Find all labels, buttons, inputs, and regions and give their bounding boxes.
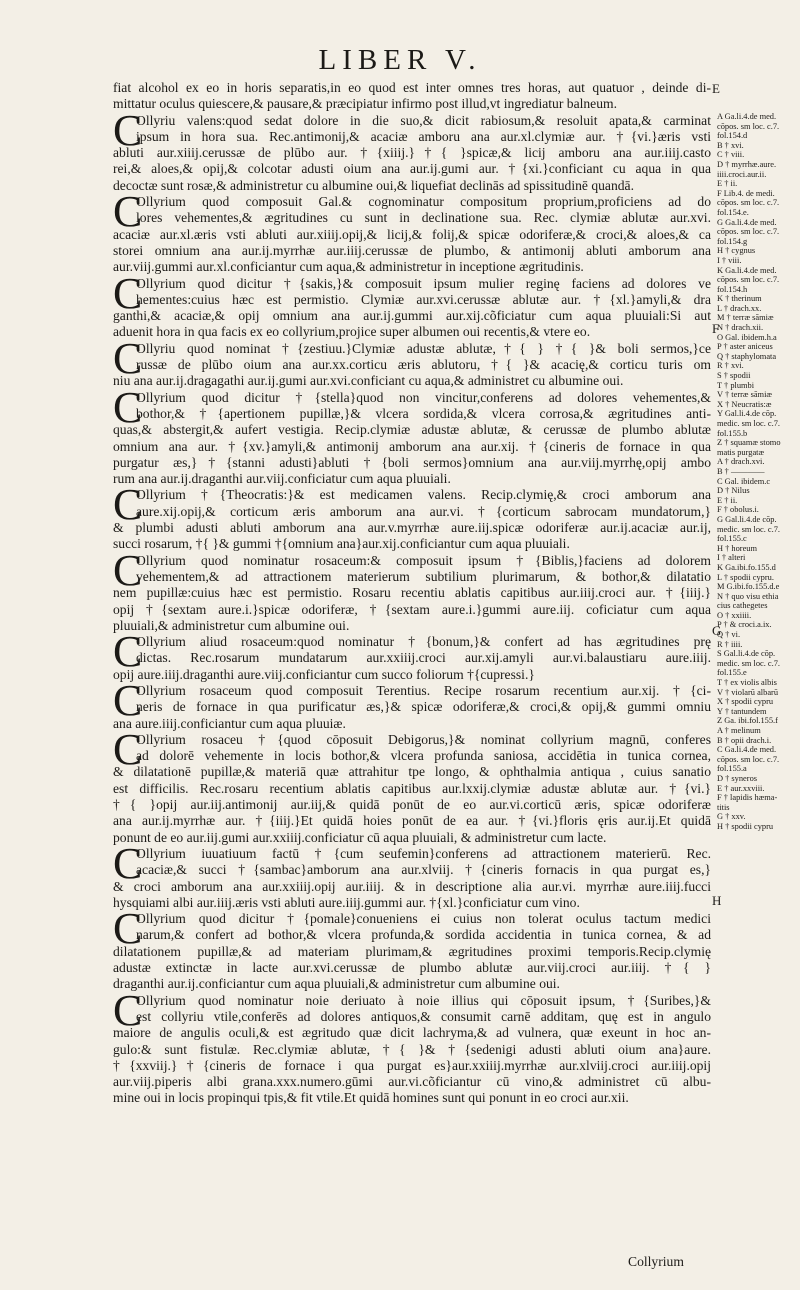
text-line: niu ana aur.ij.dragagathi aur.ij.gumi aur.xvi.conficiant cu aqua,& administret cu albumine oui. xyxy=(113,373,624,389)
margin-note: R † xvi. xyxy=(717,361,744,371)
text-line: purgatur æs,}†{stanni adusti}abluti †{boli sermos}omnium ana aur.viij.myrrhę,opij ambo xyxy=(113,454,711,470)
drop-cap-initial: C xyxy=(113,268,143,318)
margin-note: A † melinum xyxy=(717,726,761,735)
margin-note: X † spodii cypru xyxy=(717,697,774,707)
paragraph xyxy=(113,724,711,846)
paragraph xyxy=(113,268,711,341)
margin-note: N † quo visu ethia xyxy=(717,591,779,601)
margin-note: O † xxiiii. xyxy=(717,610,752,620)
text-line: aur.viij.gummi aur.xl.conficiantur cum aqua,& administretur in inceptione ægritudinis. xyxy=(113,259,584,275)
drop-cap-initial: C xyxy=(113,382,143,432)
text-line: bothor,& †{apertionem pupillæ,}& vlcera sordida,& vlcera corrosa,& ægritudines anti- xyxy=(136,405,711,421)
text-line: hysquiami albi aur.iiij.æris vsti abluti aure.iiij.gummi aur. †{xl.}conficiatur cum vino. xyxy=(113,894,580,910)
margin-note: C † viii. xyxy=(717,150,745,160)
text-line: decoctæ sunt rosæ,& administretur cu albumine oui,& liquefiat declinās ad spissitudinē quandā. xyxy=(113,177,634,193)
text-line: hementes:cuius hæc est permistio. Clymiæ aur.xvi.cerussæ ablutæ aur. †{xl.}amyli,& dra xyxy=(136,291,711,307)
text-line: neris de fornace in qua purificatur æs,}& spicæ odoriferæ,& croci,& opij,& gummi omniu xyxy=(136,699,711,715)
margin-note: D † syneros xyxy=(717,773,758,783)
margin-note: fol.154.d xyxy=(717,131,748,141)
text-line: pluuiali,& administretur cum albumine oui. xyxy=(113,617,350,633)
margin-note: K † therinum xyxy=(717,294,762,304)
margin-note: F † lapidis hæma- xyxy=(717,793,778,803)
catchword: Collyrium xyxy=(628,1254,684,1269)
text-line: adustæ extinctæ in lacte aur.xvi.cerussæ de plumbo ablutæ aur.viij.croci aur.iiij. †{ } xyxy=(113,960,711,976)
margin-note: medic. sm loc. c.7. xyxy=(717,658,781,668)
margin-note: matis purgatæ xyxy=(717,447,765,457)
drop-cap-initial: C xyxy=(113,838,143,888)
margin-note: H † cygnus xyxy=(717,246,756,256)
drop-cap-initial: C xyxy=(113,627,143,677)
margin-note: D † Nilus xyxy=(717,486,750,496)
margin-note: M G.ibi.fo.155.d.e xyxy=(717,582,780,592)
margin-note: fol.155.e xyxy=(717,668,747,678)
margin-note: D † myrrhæ.aure. xyxy=(717,159,777,169)
text-line: Ollyrium quod nominatur noie deriuato à noie illius qui cōposuit ipsum, †{Suribes,}& xyxy=(136,992,711,1008)
text-line: Ollyriu quod nominat †{zestiuu.}Clymiæ adustæ ablutæ,†{ } †{ }& boli sermos,}ce xyxy=(136,340,711,356)
margin-note: medic. sm loc. c.7. xyxy=(717,524,781,534)
margin-note: C Ga.li.4.de med. xyxy=(717,745,777,755)
drop-cap-initial: C xyxy=(113,105,143,155)
margin-note: P † & croci.a.ix. xyxy=(717,620,772,630)
margin-note: fol.154.e. xyxy=(717,207,749,217)
text-line: Ollyrium quod nominatur rosaceum:& composuit ipsum †{Biblis,}faciens ad dolorem xyxy=(136,552,711,568)
paragraph xyxy=(113,545,711,634)
margin-note: Q † vi. xyxy=(717,630,741,640)
text-line: rum ana aur.ij.draganthi aur.viij.conficiatur cum aqua pluuiali. xyxy=(113,471,451,487)
text-line: †{xxviij.}†{cineris de fornace i qua purgat es}aur.xxiiij.myrrhæ aur.xlviij.croci aur.iiij.opij xyxy=(113,1057,711,1073)
edge-letter: F xyxy=(712,321,720,336)
margin-note: cōpos. sm loc. c.7. xyxy=(717,121,780,131)
text-line: mine oui in locis propinqui tpis,& fit vtile.Et quidā homines sunt qui ponunt in eo croci aur.xii. xyxy=(113,1090,629,1106)
text-line: Ollyrium quod composuit Gal.& cognominatur compositum proprium,proficiens ad do xyxy=(136,194,711,210)
text-line: narum,& confert ad bothor,& vlcera profunda,& sordida accidentia in tunica cornea, & ad xyxy=(136,927,711,943)
margin-note: V † violarū albarū xyxy=(717,687,779,697)
text-line: & plumbi adusti abluti amborum ana aur.v.myrrhæ aure.iij.spicæ odoriferæ aur.ij.acaciæ aur.ij, xyxy=(113,520,711,536)
margin-note: fol.155.c xyxy=(717,534,747,544)
margin-note: F † obolus.i. xyxy=(717,505,759,515)
margin-note: cōpos. sm loc. c.7. xyxy=(717,227,780,237)
text-line: gulo:& sunt fistulæ. Rec.clymiæ ablutæ, †{ }& †{sedenigi adusti abluti oium ana}aure. xyxy=(113,1041,711,1057)
text-line: & croci amborum ana aur.xxiiij.opij aur.iiij. & in descriptione alia aur.vi. myrrhæ aure.iiij.fucci xyxy=(113,878,711,894)
text-line: storei omnium ana aur.ij.myrrhæ aur.iiij.cerussæ de plumbo, & antimonij abluti amborum ana xyxy=(113,242,711,258)
text-line: opij †{sextam aure.i.}spicæ odoriferæ, †{sextam aure.i.}gummi aure.iij. coficiatur cum aqua xyxy=(113,601,711,617)
text-line: aure.xij.opij,& corticum æris amborum ana aur.vi. †{corticum sabrocam mundatorum,} xyxy=(136,503,711,519)
margin-note: N † drach.xii. xyxy=(717,323,764,333)
margin-note: E † ii. xyxy=(717,495,738,505)
text-line: Ollyrium quod dicitur †{pomale}conueniens ei cuius non tolerat oculus tactum medici xyxy=(136,911,711,927)
margin-note: Y † tantundem xyxy=(717,706,767,716)
text-line: abluti aur.xiiij.cerussæ de plūbo aur. †{xiiij.}†{ }spicæ,& licij amboru ana aur.iiij.casto xyxy=(113,145,711,161)
edge-letter: G xyxy=(712,623,722,638)
paragraph xyxy=(113,675,711,732)
text-line: ad dolorē vehemente in locis bothor,& vlcera profunda saniosa, accidētia in tunica cornea, xyxy=(136,748,711,764)
text-line: ganthi,& acaciæ,& opij omnium ana aur.ij.gummi aur.xij.cõficiatur cum aqua pluuiali:Si aut xyxy=(113,308,711,324)
text-line: acaciæ,& succi †{sambac}amborum ana aur.xlviij. †{cineris fornacis in qua purgat es,} xyxy=(136,862,711,878)
text-line: Ollyrium rosaceum quod composuit Terentius. Recipe rosarum recentium aur.xij. †{ci- xyxy=(136,682,711,698)
margin-note: M † terræ sāmiæ xyxy=(717,313,774,323)
drop-cap-initial: C xyxy=(113,187,143,237)
text-line: Ollyrium iuuatiuum factū †{cum seufemin}conferens ad attractionem materierū. Rec. xyxy=(136,845,711,861)
margin-note: L † drach.xx. xyxy=(717,303,762,313)
running-head: LIBER V. xyxy=(318,44,482,76)
margin-note: R † iiii. xyxy=(717,639,743,649)
margin-note: Z Ga. ibi.fol.155.f xyxy=(717,716,778,726)
text-line: vehementem,& ad attractionem materierum subtilium plurimarum, & bothor,& dilatatio xyxy=(136,568,711,584)
margin-note: cōpos. sm loc. c.7. xyxy=(717,275,780,285)
drop-cap-initial: C xyxy=(113,985,143,1035)
text-line: maiore de angulis oculi,& est ægritudo quæ dicit lachryma,& ad vulnera, quæ exeunt in hoc an- xyxy=(113,1025,711,1041)
margin-note: S † spodii xyxy=(717,371,751,381)
margin-note: fol.154.g xyxy=(717,236,748,246)
text-line: ipsum in hora sua. Rec.antimonij,& acaciæ amboru ana aur.xl.clymiæ aur. †{vi.}æris vsti xyxy=(136,128,711,144)
body-text xyxy=(113,80,711,1107)
text-line: Ollyrium quod dicitur †{sakis,}& composuit ipsum mulier reginę faciens ad dolores ve xyxy=(136,275,711,291)
margin-note: T † plumbi xyxy=(717,380,755,390)
text-line: quas,& abstergit,& aufert vestigia. Recip.clymiæ adustæ ablutæ, & cerussæ de plumbo ablutæ xyxy=(113,422,711,438)
margin-note: H † spodii cypru xyxy=(717,821,774,831)
paragraph xyxy=(113,333,711,390)
margin-note: K Ga.ibi.fo.155.d xyxy=(717,562,776,572)
margin-note: fol.155.a xyxy=(717,764,747,774)
margin-note: A Ga.li.4.de med. xyxy=(717,112,777,121)
margin-note: G Ga.li.4.de med. xyxy=(717,217,777,227)
drop-cap-initial: C xyxy=(113,904,143,954)
margin-note: B † opii drach.i. xyxy=(717,735,772,745)
text-line: †{ }opij aur.iij.antimonij aur.iij,& quidā ponūt de eo aur.vi.corticū æris, spicæ odoriferæ xyxy=(113,797,711,813)
text-line: russæ de plūbo oium ana aur.xx.corticu æris ablutoru, †{ }& acacię,& corticu turis om xyxy=(136,357,711,373)
margin-note: C Gal. ibidem.c xyxy=(717,476,771,486)
drop-cap-initial: C xyxy=(113,333,143,383)
text-line: est collyriu vtile,conferēs ad dolores antiquos,& consumit carnē additam, quę est in angulo xyxy=(136,1008,711,1024)
margin-note: O Gal. ibidem.h.a xyxy=(717,332,777,342)
text-line: dilatationem pupillæ,& ad materiam plurimam,& ægritudines proximi temporis.Recip.clymię xyxy=(113,943,711,959)
text-line: draganthi aur.ij.conficiantur cum aqua pluuiali,& administretur cum albumine oui. xyxy=(113,976,560,992)
paragraph xyxy=(113,904,711,992)
text-line: ponunt de eo aur.iij.gumi aur.xxiiij.conficiatur cū aqua pluuiali, & administretur cum lacte. xyxy=(113,829,607,845)
paragraph xyxy=(113,480,711,552)
paragraph xyxy=(113,382,711,488)
margin-note: K Ga.li.4.de med. xyxy=(717,265,777,275)
text-line: ana aur.ij.myrrhæ aur. †{iiij.}Et quidā hoies ponūt de ea aur. †{vi.}floris ęris aur.ij.Et quidā xyxy=(113,813,711,829)
margin-note: B † ———— xyxy=(717,466,765,476)
margin-note: P † aster aniceus xyxy=(717,342,773,352)
edge-letter: E xyxy=(712,81,720,96)
paragraph xyxy=(113,985,711,1107)
margin-note: E † ii. xyxy=(717,179,738,189)
margin-note: Z † squamæ stomo xyxy=(717,438,781,448)
text-line: aduenit hora in qua facis ex eo collyrium,projice super albumen oui recentis,& vtere eo. xyxy=(113,324,591,340)
margin-note: L † spodii cypru. xyxy=(717,572,774,582)
paragraph xyxy=(113,105,711,194)
margin-notes xyxy=(717,112,795,832)
drop-cap-initial: C xyxy=(113,545,143,595)
paragraph xyxy=(113,80,711,113)
edge-letter: H xyxy=(712,893,722,908)
text-line: Ollyrium †{Theocratis:}& est medicamen valens. Recip.clymię,& croci amborum ana xyxy=(136,487,711,503)
text-line: Ollyriu valens:quod sedat dolore in die suo,& dicit rabiosum,& resoluit apata,& carminat xyxy=(136,112,711,128)
text-line: succi rosarum, †{ }& gummi †{omnium ana}aur.xij.conficiantur cum aqua pluuiali. xyxy=(113,536,570,552)
margin-note: V † terræ sāmiæ xyxy=(717,390,772,400)
margin-note: E † aur.xxviii. xyxy=(717,783,765,793)
margin-note: cōpos. sm loc. c.7. xyxy=(717,198,780,208)
text-line: rei,& aloes,& opij,& colcotar adusti oium ana aur.ij.gumi aur. †{xi.}conficiant cu aqua in qua xyxy=(113,161,711,177)
text-line: Ollyrium rosaceu †{quod cōposuit Debigorus,}& nominat collyrium magnū, conferes xyxy=(136,731,711,747)
margin-note: Q † staphylomata xyxy=(717,351,777,361)
margin-note: I † alteri xyxy=(717,553,746,563)
margin-note: Y Gal.li.4.de cōp. xyxy=(717,409,777,419)
text-line: opij aure.iiij.draganthi aure.viij.conficiantur cum succo foliorum †{cupressi.} xyxy=(113,666,535,682)
margin-note: cōpos. sm loc. c.7. xyxy=(717,754,780,764)
paragraph xyxy=(113,187,711,275)
text-line: Ollyrium aliud rosaceum:quod nominatur †{bonum,}& confert ad has ægritudines prę xyxy=(136,634,711,650)
text-line: omnium ana aur. †{xv.}amyli,& antimonij amborum ana aur.xij. †{cineris de fornace in qua xyxy=(113,438,711,454)
margin-note: titis xyxy=(717,802,730,812)
margin-note: medic. sm loc. c.7. xyxy=(717,419,781,428)
paragraph xyxy=(113,627,711,683)
text-line: est difficilis. Rec.rosaru recentium ablatis capitibus aur.lxxij.clymiæ adustæ ablutæ aur. †{vi.} xyxy=(113,780,711,796)
margin-note: B † xvi. xyxy=(717,140,744,150)
text-line: aur.viij.piperis albi grana.xxx.numero.gūmi aur.vi.cõficiantur cū vino,& administret cū albu- xyxy=(113,1074,711,1090)
text-line: mittatur oculus quiescere,& pausare,& præcipiatur infirmo post illud,vt ingrediatur balneum. xyxy=(113,96,617,112)
margin-note: G † xxv. xyxy=(717,812,746,822)
margin-note: iiii.croci.aur.ii. xyxy=(717,169,767,179)
text-line: Ollyrium quod dicitur †{stella}quod non vincitur,conferens ad dolores vehementes,& xyxy=(136,389,711,405)
text-line: nem pupillæ:cuius hæc est permistio. Rosaru recentiu ablatis capitibus aur.iiij.croci aur. †{iiij.} xyxy=(113,585,711,601)
margin-note: fol.155.b xyxy=(717,428,748,438)
text-line: dictas. Rec.rosarum mundatarum aur.xxiiij.croci aur.xij.amyli aur.vi.balaustiaru aure.iiij. xyxy=(136,650,711,666)
margin-note: X † Neucratis:æ xyxy=(717,399,772,409)
paragraph xyxy=(113,838,711,911)
margin-note: I † viii. xyxy=(717,255,742,265)
text-line: acaciæ aur.xl.æris vsti abluti aur.xiiij.opij,& licij,& folij,& spicæ odoriferæ,& croci,& aloes,& ca xyxy=(113,226,711,242)
text-line: fiat alcohol ex eo in horis separatis,in eo quod est inter omnes tres horas, aut quatuor , deinde di- xyxy=(113,80,711,95)
margin-note: S Gal.li.4.de cōp. xyxy=(717,649,776,659)
drop-cap-initial: C xyxy=(113,724,143,774)
margin-note: H † horeum xyxy=(717,543,758,553)
text-line: ana aure.iiij.conficiantur cum aqua pluuiæ. xyxy=(113,715,346,731)
margin-note: F Lib.4. de medi. xyxy=(717,188,775,198)
drop-cap-initial: C xyxy=(113,675,143,725)
text-line: lores vehementes,& ægritudines cu sunt in declinatione sua. Rec. clymiæ ablutæ aur.xvi. xyxy=(136,210,711,226)
margin-note: fol.154.h xyxy=(717,284,748,294)
margin-note: T † ex violis albis xyxy=(717,678,777,688)
margin-note: G Gal.li.4.de cōp. xyxy=(717,514,777,524)
margin-note: A † drach.xvi. xyxy=(717,457,765,467)
text-line: & dilatationē pupillæ,& materiā quæ attrahitur tpe longo, & ophthalmia antiqua , cuius sanatio xyxy=(113,764,711,780)
drop-cap-initial: C xyxy=(113,480,143,530)
margin-note: cius cathegetes xyxy=(717,601,768,611)
